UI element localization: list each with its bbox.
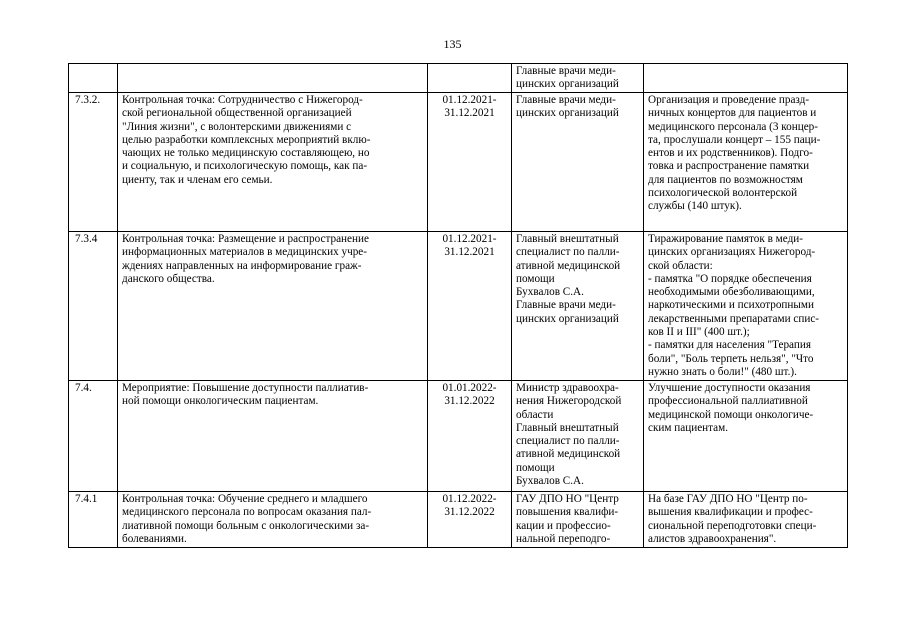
item-description: Мероприятие: Повышение доступности паллиатив- ной помощи онкологическим пациентам. xyxy=(118,381,428,492)
table-row xyxy=(69,381,848,492)
item-dates: 01.01.2022- 31.12.2022 xyxy=(428,381,512,492)
table-row xyxy=(69,492,848,548)
item-number: 7.3.2. xyxy=(69,93,118,232)
item-dates xyxy=(428,64,512,93)
item-number: 7.4.1 xyxy=(69,492,118,548)
item-responsible: Главные врачи меди- цинских организаций xyxy=(512,64,644,93)
item-number xyxy=(69,64,118,93)
table-row xyxy=(69,93,848,232)
item-responsible: Главные врачи меди- цинских организаций xyxy=(512,93,644,232)
item-responsible: Министр здравоохра- нения Нижегородской области Главный внештатный специалист по палли- ативной медицинской помощи Бухвалов С.А. xyxy=(512,381,644,492)
item-result xyxy=(644,64,848,93)
item-result: На базе ГАУ ДПО НО "Центр по- вышения квалификации и профес- сиональной переподготовки специ- алистов здравоохранения". xyxy=(644,492,848,548)
item-description xyxy=(118,64,428,93)
item-number: 7.4. xyxy=(69,381,118,492)
plan-table xyxy=(68,63,848,548)
item-dates: 01.12.2022- 31.12.2022 xyxy=(428,492,512,548)
table-row xyxy=(69,64,848,93)
item-description: Контрольная точка: Размещение и распространение информационных материалов в медицинских учре- ждениях направленных на информирование граж- данского общества. xyxy=(118,232,428,381)
item-responsible: ГАУ ДПО НО "Центр повышения квалифи- кации и профессио- нальной переподго- xyxy=(512,492,644,548)
item-dates: 01.12.2021- 31.12.2021 xyxy=(428,93,512,232)
item-result: Улучшение доступности оказания профессиональной паллиативной медицинской помощи онкологиче- ским пациентам. xyxy=(644,381,848,492)
item-description: Контрольная точка: Обучение среднего и младшего медицинского персонала по вопросам оказания пал- лиативной помощи больным с онкологическими за- болеваниями. xyxy=(118,492,428,548)
item-result: Тиражирование памяток в меди- цинских организациях Нижегород- ской области: - памятка "О порядке обеспечения необходимыми обезболивающими, наркотическими и психотропными лекарственными препаратами спис- ков II и III" (400 шт.); - памятки для населения "Терапия боли", "Боль терпеть нельзя", "Что нужно знать о боли!" (480 шт.). xyxy=(644,232,848,381)
item-result: Организация и проведение празд- ничных концертов для пациентов и медицинского персонала (3 концер- та, прослушали концерт – 155 паци- ентов и их родственников). Подго- товка и распространение памятки для пациентов по возможностям психологической волонтерской службы (140 штук). xyxy=(644,93,848,232)
item-description: Контрольная точка: Сотрудничество с Нижегород- ской региональной общественной организацией "Линия жизни", с волонтерскими движениями с целью разработки комплексных мероприятий вклю- чающих не только медицинскую составляющею, но и социальную, и психологическую помощь, как па- циенту, так и членам его семьи. xyxy=(118,93,428,232)
table-row xyxy=(69,232,848,381)
item-responsible: Главный внештатный специалист по палли- ативной медицинской помощи Бухвалов С.А. Главные врачи меди- цинских организаций xyxy=(512,232,644,381)
item-dates: 01.12.2021- 31.12.2021 xyxy=(428,232,512,381)
item-number: 7.3.4 xyxy=(69,232,118,381)
page-number: 135 xyxy=(443,37,462,51)
